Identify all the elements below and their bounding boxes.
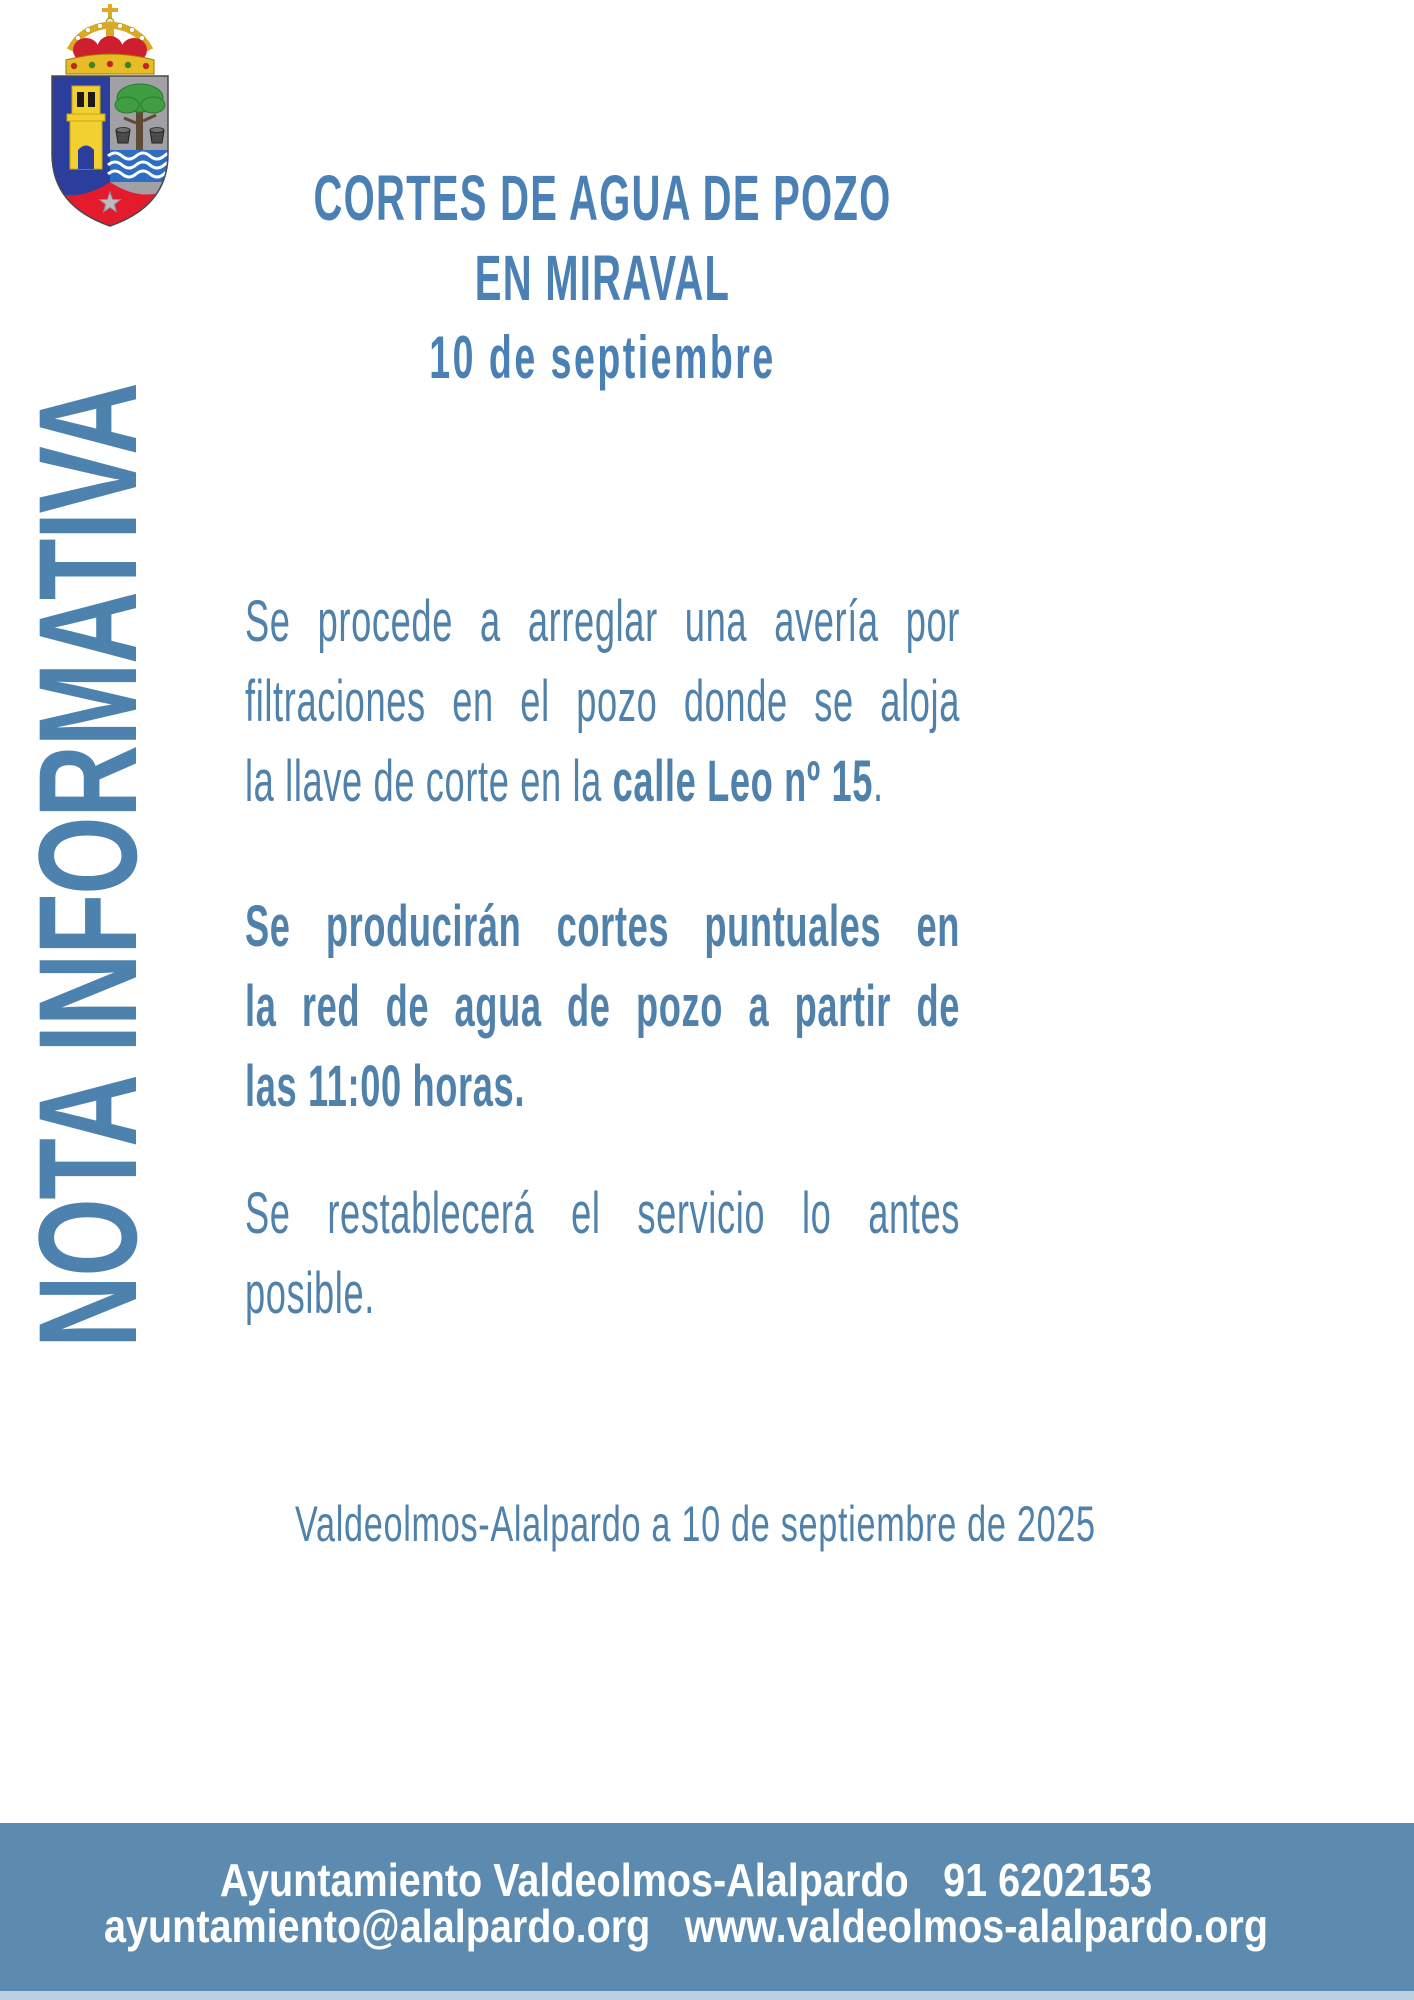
vertical-banner-nota-informativa (9, 228, 166, 1348)
paragraph-2-line-2: la red de agua de pozo a partir de (245, 974, 960, 1039)
footer-org: Ayuntamiento Valdeolmos-Alalpardo (219, 1854, 909, 1906)
notice-paragraph-3 (245, 1174, 960, 1334)
municipal-coat-of-arms-icon (40, 2, 180, 230)
crown (66, 4, 154, 74)
footer-bottom-strip (0, 1991, 1414, 2000)
notice-title-line3: 10 de septiembre (429, 324, 776, 391)
notice-title-line1: CORTES DE AGUA DE POZO (313, 162, 892, 234)
vertical-banner-text: NOTA INFORMATIVA (9, 383, 166, 1348)
notice-paragraph-2 (245, 887, 960, 1127)
paragraph-3-line-2: posible. (245, 1261, 375, 1326)
paragraph-1-line-2: filtraciones en el pozo donde se aloja (245, 669, 960, 734)
footer-phone: 91 6202153 (943, 1854, 1153, 1906)
footer-email: ayuntamiento@alalpardo.org (103, 1900, 651, 1952)
paragraph-1-line-1: Se procede a arreglar una avería por (245, 589, 960, 654)
notice-title-line2: EN MIRAVAL (474, 242, 731, 314)
paragraph-2-line-1: Se producirán cortes puntuales en (245, 894, 960, 959)
paragraph-3-line-1: Se restablecerá el servicio lo antes (245, 1181, 960, 1246)
notice-content (245, 158, 960, 1334)
footer-line-2 (78, 1900, 1294, 1952)
paragraph-2-line-3: las 11:00 horas. (245, 1054, 526, 1119)
footer-bar (0, 1823, 1414, 2000)
footer-contact-block (78, 1823, 1294, 1952)
paragraph-1-line-3-text: la llave de corte en la (245, 749, 613, 814)
date-line: Valdeolmos-Alalpardo a 10 de septiembre de 2025 (295, 1496, 1096, 1552)
footer-line-1 (78, 1854, 1294, 1906)
paragraph-1-line-3 (245, 742, 960, 822)
paragraph-1-line-3-period: . (873, 749, 884, 814)
footer-website: www.valdeolmos-alalpardo.org (684, 1900, 1269, 1952)
notice-paragraph-1 (245, 582, 960, 822)
street-name-highlight: calle Leo nº 15 (612, 749, 874, 814)
